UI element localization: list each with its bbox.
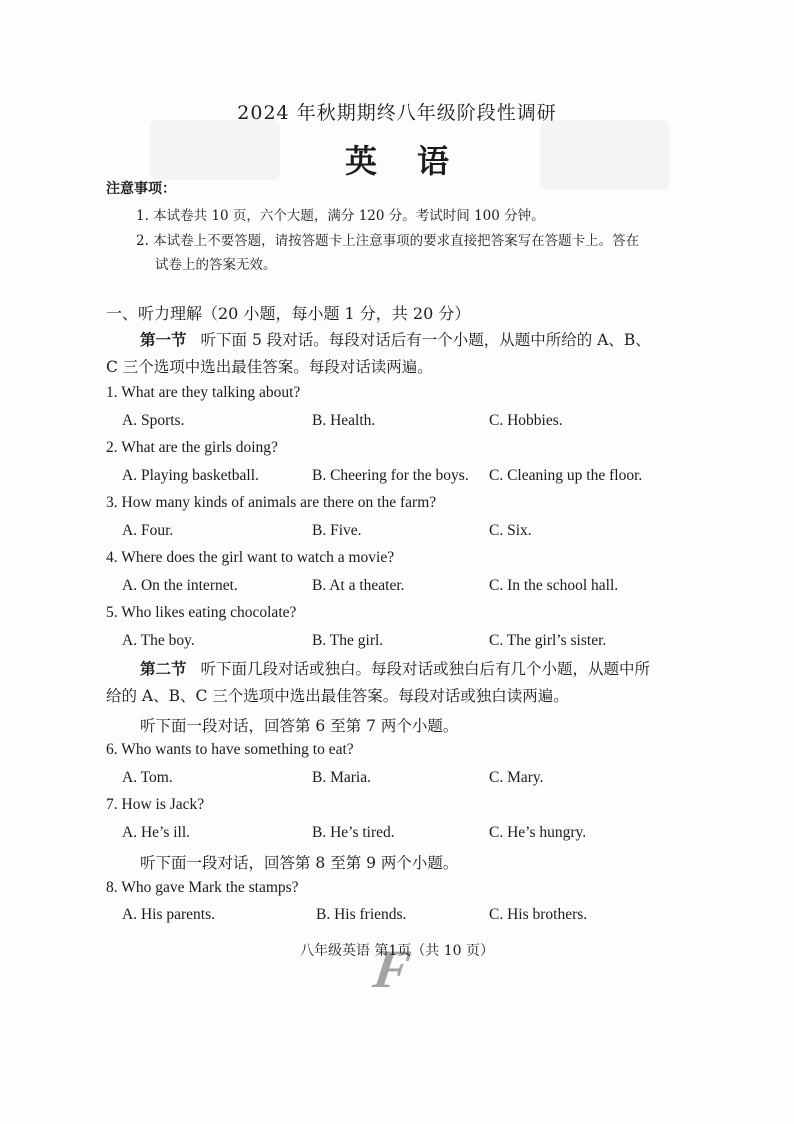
q5-option-b: B. The girl. [312, 632, 384, 649]
notice-item-1: 1. 本试卷共 10 页，六个大题，满分 120 分。考试时间 100 分钟。 [136, 208, 545, 224]
dialog-instruction-8-9: 听下面一段对话，回答第 8 至第 9 两个小题。 [140, 854, 459, 872]
part2-label: 第二节 [140, 659, 187, 678]
q6-option-c: C. Mary. [489, 769, 544, 786]
q2-option-c: C. Cleaning up the floor. [489, 467, 643, 484]
question-6: 6. Who wants to have something to eat? [106, 741, 354, 758]
notice-item-2: 2. 本试卷上不要答题，请按答题卡上注意事项的要求直接把答案写在答题卡上。答在 [136, 233, 640, 249]
q7-option-b: B. He’s tired. [312, 824, 395, 841]
question-8: 8. Who gave Mark the stamps? [106, 879, 299, 896]
q4-option-c: C. In the school hall. [489, 577, 619, 594]
page-footer: 八年级英语 第1页（共 10 页） [299, 943, 495, 959]
q3-option-b: B. Five. [312, 522, 362, 539]
q4-option-a: A. On the internet. [122, 577, 238, 594]
notice-item-2-cont: 试卷上的答案无效。 [155, 257, 277, 273]
q6-option-a: A. Tom. [122, 769, 173, 786]
section-heading: 一、听力理解（20 小题，每小题 1 分，共 20 分） [106, 304, 471, 323]
part2-text: 听下面几段对话或独白。每段对话或独白后有几个小题，从题中所 [200, 660, 651, 678]
subject-title: 英语 [344, 142, 489, 180]
watermark-stamp: F [369, 939, 415, 999]
part2-intro-cont: 给的 A、B、C 三个选项中选出最佳答案。每段对话或独白读两遍。 [106, 687, 569, 705]
q8-option-b: B. His friends. [316, 906, 407, 923]
notice-heading: 注意事项： [106, 181, 176, 197]
part1-text: 听下面 5 段对话。每段对话后有一个小题，从题中所给的 A、B、 [200, 331, 651, 349]
q1-option-c: C. Hobbies. [489, 412, 563, 429]
question-7: 7. How is Jack? [106, 796, 205, 813]
q4-option-b: B. At a theater. [312, 577, 405, 594]
question-5: 5. Who likes eating chocolate? [106, 604, 297, 621]
q2-option-a: A. Playing basketball. [122, 467, 259, 484]
part1-intro-cont: C 三个选项中选出最佳答案。每段对话读两遍。 [106, 358, 433, 376]
q3-option-c: C. Six. [489, 522, 532, 539]
question-3: 3. How many kinds of animals are there on the farm? [106, 494, 437, 511]
part1-intro [140, 328, 651, 350]
part2-intro [140, 657, 650, 679]
q1-option-b: B. Health. [312, 412, 376, 429]
q5-option-a: A. The boy. [122, 632, 195, 649]
q8-option-a: A. His parents. [122, 906, 215, 923]
question-2: 2. What are the girls doing? [106, 439, 278, 456]
question-4: 4. Where does the girl want to watch a movie? [106, 549, 395, 566]
q3-option-a: A. Four. [122, 522, 174, 539]
q5-option-c: C. The girl’s sister. [489, 632, 607, 649]
exam-title: 2024 年秋期期终八年级阶段性调研 [237, 102, 557, 124]
q7-option-a: A. He’s ill. [122, 824, 191, 841]
question-1: 1. What are they talking about? [106, 384, 301, 401]
q8-option-c: C. His brothers. [489, 906, 588, 923]
q2-option-b: B. Cheering for the boys. [312, 467, 469, 484]
part1-label: 第一节 [140, 330, 187, 349]
q6-option-b: B. Maria. [312, 769, 371, 786]
dialog-instruction-6-7: 听下面一段对话，回答第 6 至第 7 两个小题。 [140, 717, 459, 735]
q1-option-a: A. Sports. [122, 412, 185, 429]
q7-option-c: C. He’s hungry. [489, 824, 587, 841]
